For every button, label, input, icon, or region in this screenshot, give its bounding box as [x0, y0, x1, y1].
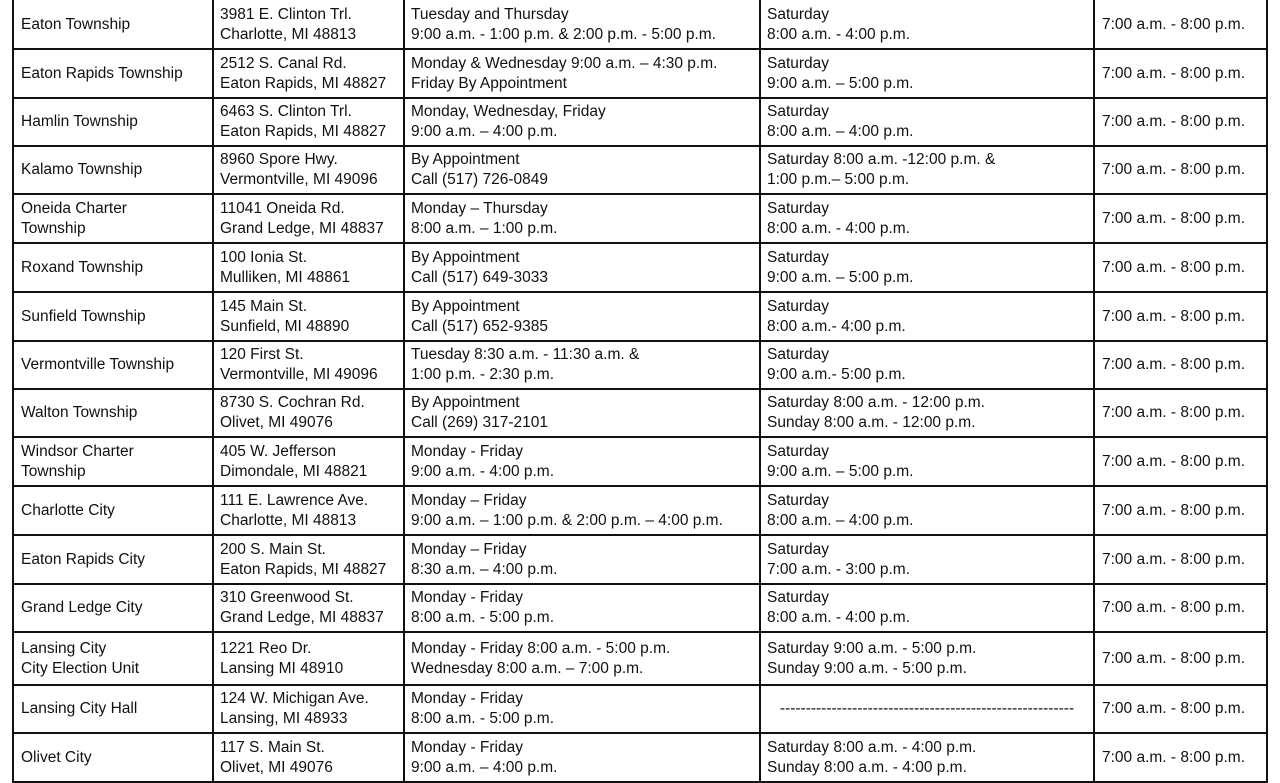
table-row	[13, 535, 1267, 584]
weekend-hours-line: 8:00 a.m. – 4:00 p.m.	[767, 511, 914, 529]
table-row	[13, 486, 1267, 535]
weekday-hours-line: 9:00 a.m. - 1:00 p.m. & 2:00 p.m. - 5:00 p.m.	[411, 26, 716, 43]
address-line: Lansing MI 48910	[220, 659, 344, 677]
weekend-hours-cell	[760, 437, 1094, 486]
address-line: Eaton Rapids, MI 48827	[220, 123, 387, 140]
weekday-hours-cell	[404, 632, 760, 685]
weekday-hours-line: 8:00 a.m. - 5:00 p.m.	[411, 710, 555, 727]
weekend-hours-line: 9:00 a.m.- 5:00 p.m.	[767, 366, 906, 383]
weekend-hours-cell	[760, 535, 1094, 584]
election-day-hours: 7:00 a.m. - 8:00 p.m.	[1102, 209, 1246, 227]
address-line: 6463 S. Clinton Trl.	[220, 103, 352, 120]
address-cell	[213, 584, 404, 632]
weekend-hours-line: 7:00 a.m. - 3:00 p.m.	[767, 560, 911, 578]
jurisdiction-cell	[13, 194, 213, 243]
table-row	[13, 632, 1267, 685]
election-day-hours-cell	[1094, 632, 1267, 685]
weekend-hours-line: 8:00 a.m. - 4:00 p.m.	[767, 219, 911, 237]
weekday-hours-line: Monday - Friday	[411, 690, 523, 707]
weekday-hours-line: Monday – Friday	[411, 491, 527, 509]
weekday-hours-line: Call (517) 652-9385	[411, 317, 549, 335]
table-row	[13, 243, 1267, 292]
weekday-hours-cell	[404, 341, 760, 389]
address-line: 100 Ionia St.	[220, 248, 308, 266]
weekend-hours-cell	[760, 584, 1094, 632]
weekday-hours-cell	[404, 437, 760, 486]
address-cell	[213, 341, 404, 389]
weekend-hours-line: Saturday	[767, 248, 830, 266]
weekday-hours-line: Monday – Friday	[411, 540, 527, 558]
weekend-hours-cell	[760, 0, 1094, 49]
address-line: 111 E. Lawrence Ave.	[220, 491, 369, 509]
weekend-hours-cell	[760, 194, 1094, 243]
election-day-hours-cell	[1094, 733, 1267, 782]
weekday-hours-line: Monday - Friday	[411, 738, 523, 756]
weekend-hours-line: 9:00 a.m. – 5:00 p.m.	[767, 74, 914, 92]
weekend-hours-cell	[760, 243, 1094, 292]
election-day-hours-cell	[1094, 0, 1267, 49]
election-day-hours-cell	[1094, 146, 1267, 194]
jurisdiction-line: Windsor Charter	[21, 442, 134, 460]
address-line: 124 W. Michigan Ave.	[220, 690, 369, 707]
election-day-hours: 7:00 a.m. - 8:00 p.m.	[1102, 599, 1246, 616]
weekend-hours-line: Saturday 8:00 a.m. - 4:00 p.m.	[767, 738, 977, 756]
table-row	[13, 341, 1267, 389]
address-line: 117 S. Main St.	[220, 738, 325, 756]
weekday-hours-line: Tuesday and Thursday	[411, 6, 569, 23]
weekday-hours-line: Call (517) 726-0849	[411, 171, 549, 188]
weekday-hours-line: Monday & Wednesday 9:00 a.m. – 4:30 p.m.	[411, 54, 718, 72]
jurisdiction-line: Lansing City Hall	[21, 700, 138, 717]
jurisdiction-cell	[13, 243, 213, 292]
weekend-hours-line: 8:00 a.m. - 4:00 p.m.	[767, 26, 911, 43]
weekend-hours-line: Saturday	[767, 6, 830, 23]
address-line: 3981 E. Clinton Trl.	[220, 6, 352, 23]
address-cell	[213, 292, 404, 341]
jurisdiction-line: Vermontville Township	[21, 356, 175, 373]
weekday-hours-line: Wednesday 8:00 a.m. – 7:00 p.m.	[411, 659, 644, 677]
weekday-hours-cell	[404, 685, 760, 733]
weekday-hours-cell	[404, 535, 760, 584]
weekend-hours-line: Saturday	[767, 54, 830, 72]
address-line: Sunfield, MI 48890	[220, 317, 350, 335]
weekday-hours-line: 9:00 a.m. – 1:00 p.m. & 2:00 p.m. – 4:00 p.m.	[411, 511, 723, 529]
address-line: Charlotte, MI 48813	[220, 26, 357, 43]
address-line: 11041 Oneida Rd.	[220, 199, 345, 217]
weekday-hours-line: Friday By Appointment	[411, 74, 567, 92]
weekend-hours-line: Saturday	[767, 442, 830, 460]
election-day-hours: 7:00 a.m. - 8:00 p.m.	[1102, 356, 1246, 373]
address-line: 310 Greenwood St.	[220, 589, 354, 606]
weekday-hours-line: 9:00 a.m. – 4:00 p.m.	[411, 758, 558, 776]
table-row	[13, 292, 1267, 341]
jurisdiction-cell	[13, 292, 213, 341]
address-line: Olivet, MI 49076	[220, 414, 333, 431]
address-line: Grand Ledge, MI 48837	[220, 609, 384, 626]
jurisdiction-line: Grand Ledge City	[21, 599, 143, 616]
address-cell	[213, 49, 404, 98]
address-line: Eaton Rapids, MI 48827	[220, 560, 387, 578]
election-day-hours: 7:00 a.m. - 8:00 p.m.	[1102, 307, 1246, 325]
weekday-hours-line: Monday - Friday 8:00 a.m. - 5:00 p.m.	[411, 639, 671, 657]
weekend-hours-line: Saturday	[767, 103, 830, 120]
jurisdiction-cell	[13, 146, 213, 194]
jurisdiction-line: Eaton Township	[21, 16, 131, 33]
election-day-hours-cell	[1094, 341, 1267, 389]
weekday-hours-cell	[404, 98, 760, 146]
weekend-hours-line: Saturday	[767, 297, 830, 315]
election-day-hours-cell	[1094, 292, 1267, 341]
jurisdiction-cell	[13, 584, 213, 632]
weekend-hours-line: Saturday	[767, 346, 830, 363]
weekend-hours-cell	[760, 49, 1094, 98]
election-day-hours-cell	[1094, 243, 1267, 292]
weekend-hours-cell	[760, 632, 1094, 685]
weekend-hours-line: Sunday 9:00 a.m. - 5:00 p.m.	[767, 659, 967, 677]
address-line: 120 First St.	[220, 346, 304, 363]
weekday-hours-cell	[404, 584, 760, 632]
election-day-hours: 7:00 a.m. - 8:00 p.m.	[1102, 64, 1246, 82]
table-row	[13, 146, 1267, 194]
address-line: Eaton Rapids, MI 48827	[220, 74, 387, 92]
election-day-hours-cell	[1094, 194, 1267, 243]
weekday-hours-cell	[404, 146, 760, 194]
weekday-hours-line: 8:30 a.m. – 4:00 p.m.	[411, 560, 558, 578]
election-day-hours: 7:00 a.m. - 8:00 p.m.	[1102, 700, 1246, 717]
address-line: Dimondale, MI 48821	[220, 462, 368, 480]
address-line: Charlotte, MI 48813	[220, 511, 357, 529]
weekend-hours-line: 8:00 a.m. - 4:00 p.m.	[767, 609, 911, 626]
table-body	[13, 0, 1267, 782]
jurisdiction-line: Eaton Rapids City	[21, 550, 146, 568]
address-cell	[213, 535, 404, 584]
address-line: 8960 Spore Hwy.	[220, 151, 338, 168]
address-cell	[213, 243, 404, 292]
weekday-hours-line: By Appointment	[411, 297, 520, 315]
jurisdiction-line: Charlotte City	[21, 501, 115, 519]
election-day-hours: 7:00 a.m. - 8:00 p.m.	[1102, 452, 1246, 470]
weekend-hours-cell	[760, 389, 1094, 437]
jurisdiction-cell	[13, 486, 213, 535]
address-line: 8730 S. Cochran Rd.	[220, 394, 365, 411]
address-cell	[213, 0, 404, 49]
weekday-hours-line: 9:00 a.m. - 4:00 p.m.	[411, 462, 555, 480]
table-row	[13, 733, 1267, 782]
table-row	[13, 685, 1267, 733]
election-day-hours-cell	[1094, 535, 1267, 584]
weekday-hours-line: 9:00 a.m. – 4:00 p.m.	[411, 123, 558, 140]
weekend-hours-line: Saturday	[767, 589, 830, 606]
address-cell	[213, 389, 404, 437]
election-day-hours: 7:00 a.m. - 8:00 p.m.	[1102, 161, 1246, 178]
election-day-hours: 7:00 a.m. - 8:00 p.m.	[1102, 649, 1246, 667]
jurisdiction-line: Township	[21, 462, 86, 480]
election-day-hours: 7:00 a.m. - 8:00 p.m.	[1102, 113, 1246, 130]
weekday-hours-line: By Appointment	[411, 151, 520, 168]
table-row	[13, 194, 1267, 243]
address-line: Olivet, MI 49076	[220, 758, 333, 776]
weekend-hours-line: 8:00 a.m.- 4:00 p.m.	[767, 317, 906, 335]
table-row	[13, 98, 1267, 146]
voting-locations-table	[12, 0, 1268, 783]
weekend-hours-line: Sunday 8:00 a.m. - 4:00 p.m.	[767, 758, 967, 776]
weekday-hours-line: By Appointment	[411, 394, 520, 411]
address-cell	[213, 146, 404, 194]
address-line: Lansing, MI 48933	[220, 710, 348, 727]
table-row	[13, 437, 1267, 486]
jurisdiction-line: Hamlin Township	[21, 113, 138, 130]
weekend-hours-line: 9:00 a.m. – 5:00 p.m.	[767, 462, 914, 480]
address-cell	[213, 194, 404, 243]
address-line: 1221 Reo Dr.	[220, 639, 312, 657]
weekend-hours-cell	[760, 292, 1094, 341]
jurisdiction-cell	[13, 632, 213, 685]
weekday-hours-line: 1:00 p.m. - 2:30 p.m.	[411, 366, 555, 383]
address-line: 145 Main St.	[220, 297, 308, 315]
jurisdiction-line: Township	[21, 219, 86, 237]
table-row	[13, 49, 1267, 98]
weekday-hours-line: Monday, Wednesday, Friday	[411, 103, 606, 120]
weekend-hours-line: 9:00 a.m. – 5:00 p.m.	[767, 268, 914, 286]
weekday-hours-cell	[404, 733, 760, 782]
weekday-hours-line: Tuesday 8:30 a.m. - 11:30 a.m. &	[411, 346, 640, 363]
jurisdiction-cell	[13, 389, 213, 437]
address-line: Grand Ledge, MI 48837	[220, 219, 384, 237]
table-row	[13, 0, 1267, 49]
address-line: Mulliken, MI 48861	[220, 268, 351, 286]
jurisdiction-cell	[13, 685, 213, 733]
weekday-hours-line: Call (517) 649-3033	[411, 268, 549, 286]
table-row	[13, 584, 1267, 632]
weekend-hours-cell	[760, 98, 1094, 146]
election-day-hours-cell	[1094, 49, 1267, 98]
jurisdiction-line: Kalamo Township	[21, 161, 143, 178]
election-day-hours: 7:00 a.m. - 8:00 p.m.	[1102, 748, 1246, 766]
address-line: 2512 S. Canal Rd.	[220, 54, 347, 72]
weekend-hours-line: Saturday	[767, 540, 830, 558]
election-day-hours: 7:00 a.m. - 8:00 p.m.	[1102, 501, 1246, 519]
weekend-hours-cell	[760, 341, 1094, 389]
election-day-hours: 7:00 a.m. - 8:00 p.m.	[1102, 258, 1246, 276]
jurisdiction-cell	[13, 49, 213, 98]
election-day-hours: 7:00 a.m. - 8:00 p.m.	[1102, 404, 1246, 421]
weekend-hours-line: Saturday	[767, 199, 830, 217]
weekday-hours-line: Monday - Friday	[411, 589, 523, 606]
weekday-hours-line: Monday – Thursday	[411, 199, 548, 217]
jurisdiction-line: Walton Township	[21, 404, 138, 421]
weekday-hours-cell	[404, 194, 760, 243]
weekend-hours-line: 8:00 a.m. – 4:00 p.m.	[767, 123, 914, 140]
jurisdiction-cell	[13, 341, 213, 389]
jurisdiction-cell	[13, 733, 213, 782]
election-day-hours-cell	[1094, 389, 1267, 437]
weekend-hours-line: Saturday 9:00 a.m. - 5:00 p.m.	[767, 639, 977, 657]
table-row	[13, 389, 1267, 437]
weekend-hours-line: Saturday 8:00 a.m. -12:00 p.m. &	[767, 151, 996, 168]
address-cell	[213, 632, 404, 685]
election-day-hours-cell	[1094, 437, 1267, 486]
jurisdiction-cell	[13, 98, 213, 146]
election-day-hours-cell	[1094, 98, 1267, 146]
weekday-hours-line: 8:00 a.m. - 5:00 p.m.	[411, 609, 555, 626]
weekend-hours-line: Saturday 8:00 a.m. - 12:00 p.m.	[767, 394, 985, 411]
address-cell	[213, 486, 404, 535]
weekday-hours-cell	[404, 292, 760, 341]
jurisdiction-line: City Election Unit	[21, 659, 140, 677]
jurisdiction-line: Roxand Township	[21, 258, 144, 276]
jurisdiction-line: Olivet City	[21, 748, 92, 766]
address-line: Vermontville, MI 49096	[220, 366, 378, 383]
weekday-hours-cell	[404, 389, 760, 437]
weekend-hours-cell	[760, 733, 1094, 782]
jurisdiction-line: Lansing City	[21, 639, 107, 657]
address-cell	[213, 437, 404, 486]
address-cell	[213, 685, 404, 733]
weekday-hours-cell	[404, 486, 760, 535]
election-day-hours-cell	[1094, 584, 1267, 632]
weekend-hours-line: 1:00 p.m.– 5:00 p.m.	[767, 171, 910, 188]
election-day-hours: 7:00 a.m. - 8:00 p.m.	[1102, 16, 1246, 33]
weekday-hours-line: Call (269) 317-2101	[411, 414, 549, 431]
jurisdiction-cell	[13, 0, 213, 49]
jurisdiction-cell	[13, 535, 213, 584]
address-cell	[213, 733, 404, 782]
address-cell	[213, 98, 404, 146]
weekday-hours-cell	[404, 0, 760, 49]
address-line: 200 S. Main St.	[220, 540, 326, 558]
election-day-hours-cell	[1094, 486, 1267, 535]
weekend-hours-line: Sunday 8:00 a.m. - 12:00 p.m.	[767, 414, 976, 431]
address-line: 405 W. Jefferson	[220, 442, 337, 460]
weekend-hours-line: Saturday	[767, 491, 830, 509]
weekend-hours-line: ---------------------------------------------------------	[779, 700, 1075, 717]
weekend-hours-cell	[760, 146, 1094, 194]
jurisdiction-cell	[13, 437, 213, 486]
jurisdiction-line: Eaton Rapids Township	[21, 64, 183, 82]
jurisdiction-line: Sunfield Township	[21, 307, 146, 325]
weekday-hours-cell	[404, 49, 760, 98]
address-line: Vermontville, MI 49096	[220, 171, 378, 188]
weekend-hours-cell	[760, 685, 1094, 733]
weekday-hours-cell	[404, 243, 760, 292]
election-day-hours-cell	[1094, 685, 1267, 733]
weekend-hours-cell	[760, 486, 1094, 535]
weekday-hours-line: By Appointment	[411, 248, 520, 266]
weekday-hours-line: Monday - Friday	[411, 442, 523, 460]
election-day-hours: 7:00 a.m. - 8:00 p.m.	[1102, 550, 1246, 568]
weekday-hours-line: 8:00 a.m. – 1:00 p.m.	[411, 219, 558, 237]
jurisdiction-line: Oneida Charter	[21, 199, 127, 217]
